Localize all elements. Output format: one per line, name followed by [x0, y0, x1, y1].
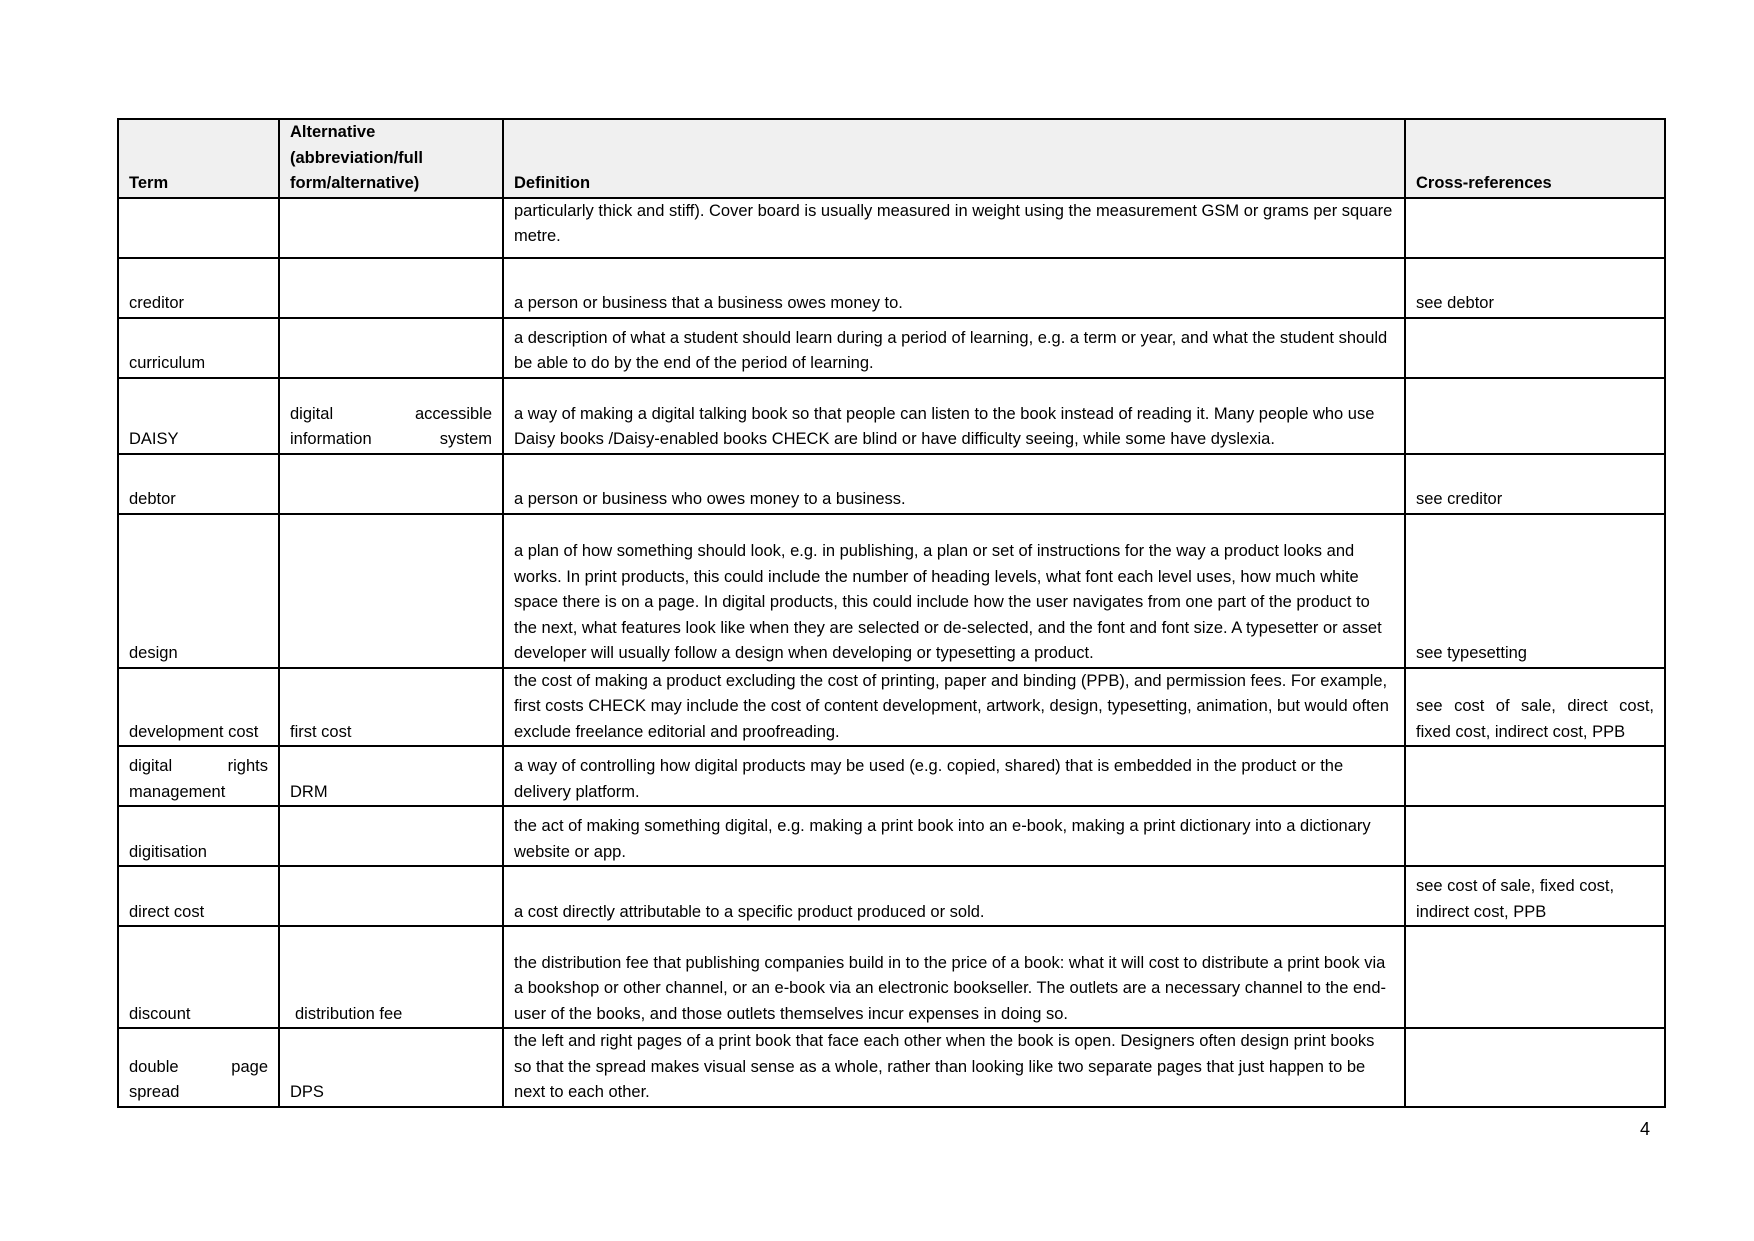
table-row — [118, 806, 1665, 866]
alternative-cell: DPS — [279, 1028, 503, 1107]
table-row — [118, 926, 1665, 1028]
cross-reference-cell — [1405, 806, 1665, 866]
table-row — [118, 454, 1665, 514]
term-cell — [118, 198, 279, 258]
table-row — [118, 746, 1665, 806]
cross-reference-cell — [1405, 1028, 1665, 1107]
alternative-cell: DRM — [279, 746, 503, 806]
alternative-cell: distribution fee — [279, 926, 503, 1028]
definition-cell: the distribution fee that publishing companies build in to the price of a book: what it will cost to distribute a print book via a bookshop or other channel, or an e-book via an electronic bookseller. The outlets are a necessary channel to the end-user of the books, and those outlets themselves incur expenses in doing so. — [503, 926, 1405, 1028]
term-cell: DAISY — [118, 378, 279, 454]
header-alternative: Alternative (abbreviation/full form/alternative) — [279, 119, 503, 198]
page-number: 4 — [1639, 1119, 1650, 1139]
definition-cell: the act of making something digital, e.g. making a print book into an e-book, making a print dictionary into a dictionary website or app. — [503, 806, 1405, 866]
table-row — [118, 378, 1665, 454]
definition-cell: a person or business that a business owes money to. — [503, 258, 1405, 318]
header-row — [118, 119, 1665, 198]
alternative-cell — [279, 454, 503, 514]
table-row — [118, 1028, 1665, 1107]
alternative-cell: first cost — [279, 668, 503, 747]
definition-cell: the cost of making a product excluding the cost of printing, paper and binding (PPB), and permission fees. For example, first costs CHECK may include the cost of content development, artwork, design, typesetting, animation, but would often exclude freelance editorial and proofreading. — [503, 668, 1405, 747]
cross-reference-cell — [1405, 198, 1665, 258]
cross-reference-cell: see typesetting — [1405, 514, 1665, 668]
table-row — [118, 318, 1665, 378]
alternative-cell — [279, 258, 503, 318]
cross-reference-cell: see cost of sale, fixed cost, indirect cost, PPB — [1405, 866, 1665, 926]
term-cell: double page spread — [118, 1028, 279, 1107]
definition-cell: particularly thick and stiff). Cover board is usually measured in weight using the measurement GSM or grams per square metre. — [503, 198, 1405, 258]
alternative-cell — [279, 806, 503, 866]
alternative-cell — [279, 514, 503, 668]
definition-cell: a plan of how something should look, e.g. in publishing, a plan or set of instructions for the way a product looks and works. In print products, this could include the number of heading levels, what font each level uses, how much white space there is on a page. In digital products, this could include how the user navigates from one part of the product to the next, what features look like when they are selected or de-selected, and the font and font size. A typesetter or asset developer will usually follow a design when developing or typesetting a product. — [503, 514, 1405, 668]
definition-cell: a person or business who owes money to a business. — [503, 454, 1405, 514]
cross-reference-cell: see cost of sale, direct cost, fixed cost, indirect cost, PPB — [1405, 668, 1665, 747]
definition-cell: a cost directly attributable to a specific product produced or sold. — [503, 866, 1405, 926]
cross-reference-cell — [1405, 746, 1665, 806]
table-row — [118, 514, 1665, 668]
header-cross-references: Cross-references — [1405, 119, 1665, 198]
table-row — [118, 198, 1665, 258]
table-row — [118, 668, 1665, 747]
cross-reference-cell: see creditor — [1405, 454, 1665, 514]
cross-reference-cell — [1405, 378, 1665, 454]
cross-reference-cell: see debtor — [1405, 258, 1665, 318]
definition-cell: a description of what a student should learn during a period of learning, e.g. a term or year, and what the student should be able to do by the end of the period of learning. — [503, 318, 1405, 378]
alternative-cell: digital accessible information system — [279, 378, 503, 454]
term-cell: digitisation — [118, 806, 279, 866]
term-cell: curriculum — [118, 318, 279, 378]
alternative-cell — [279, 866, 503, 926]
cross-reference-cell — [1405, 318, 1665, 378]
header-definition: Definition — [503, 119, 1405, 198]
definition-cell: the left and right pages of a print book that face each other when the book is open. Designers often design print books so that the spread makes visual sense as a whole, rather than looking like two separate pages that just happen to be next to each other. — [503, 1028, 1405, 1107]
term-cell: creditor — [118, 258, 279, 318]
glossary-table — [117, 118, 1666, 1108]
term-cell: digital rights management — [118, 746, 279, 806]
term-cell: development cost — [118, 668, 279, 747]
alternative-cell — [279, 318, 503, 378]
header-term: Term — [118, 119, 279, 198]
alternative-cell — [279, 198, 503, 258]
table-row — [118, 258, 1665, 318]
term-cell: direct cost — [118, 866, 279, 926]
term-cell: debtor — [118, 454, 279, 514]
table-row — [118, 866, 1665, 926]
term-cell: design — [118, 514, 279, 668]
definition-cell: a way of controlling how digital products may be used (e.g. copied, shared) that is embedded in the product or the delivery platform. — [503, 746, 1405, 806]
definition-cell: a way of making a digital talking book so that people can listen to the book instead of reading it. Many people who use Daisy books /Daisy-enabled books CHECK are blind or have difficulty seeing, while some have dyslexia. — [503, 378, 1405, 454]
cross-reference-cell — [1405, 926, 1665, 1028]
term-cell: discount — [118, 926, 279, 1028]
